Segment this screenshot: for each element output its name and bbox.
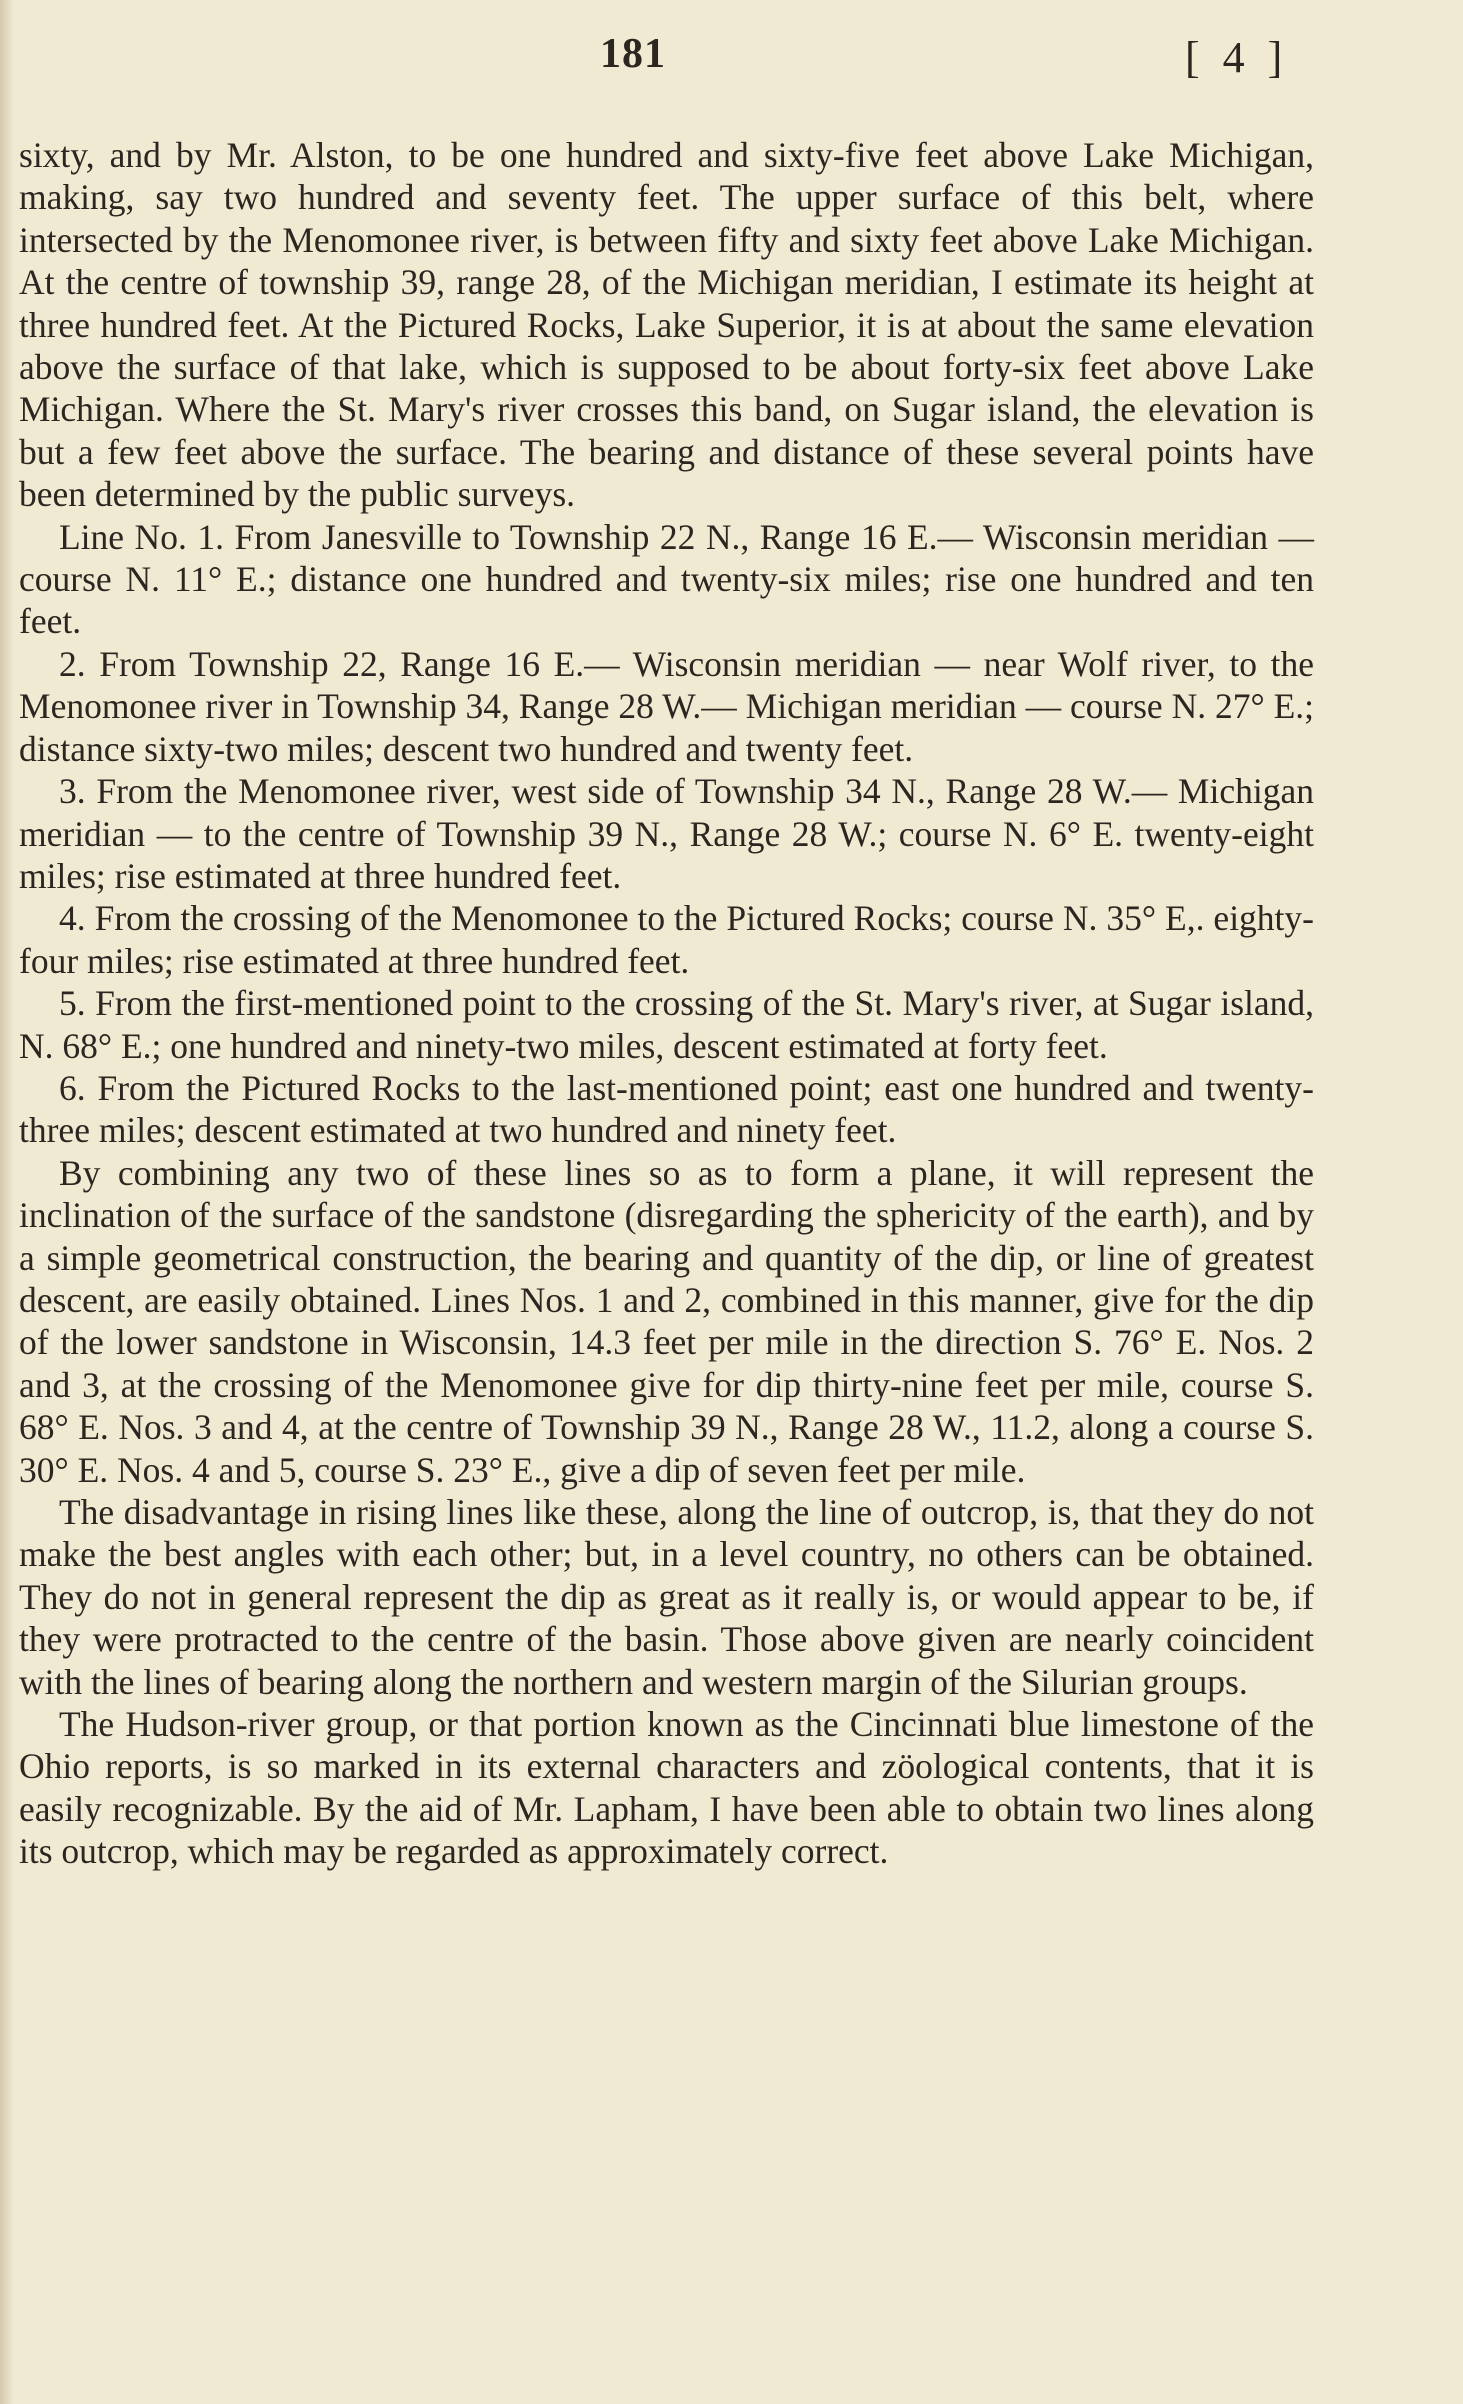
paragraph-line-1: Line No. 1. From Janesville to Township 22 N., Range 16 E.— Wisconsin meridian — course N. 11° E.; distance one hundred and twenty-six miles; rise one hundred and ten feet. — [19, 516, 1314, 642]
page-header — [0, 30, 1463, 90]
document-number: [ 4 ] — [1185, 33, 1289, 82]
paragraph-line-4: 4. From the crossing of the Menomonee to the Pictured Rocks; course N. 35° E,. eighty-four miles; rise estimated at three hundred feet. — [19, 898, 1314, 981]
paragraph-line-2: 2. From Township 22, Range 16 E.— Wisconsin meridian — near Wolf river, to the Menomonee river in Township 34, Range 28 W.— Michigan meridian — course N. 27° E.; distance sixty-two miles; descent two hundred and twenty feet. — [19, 643, 1314, 769]
paragraph-line-3: 3. From the Menomonee river, west side of Township 34 N., Range 28 W.— Michigan meridian — to the centre of Township 39 N., Range 28 W.; course N. 6° E. twenty-eight miles; rise estimated at three hundred feet. — [19, 771, 1314, 896]
page-number: 181 — [600, 31, 666, 77]
page-edge-shadow — [0, 0, 14, 2404]
paragraph-continuation: sixty, and by Mr. Alston, to be one hundred and sixty-five feet above Lake Michigan, making, say two hundred and seventy feet. The upper surface of this belt, where intersected by the Menomonee river, is between fifty and sixty feet above Lake Michigan. At the centre of township 39, range 28, of the Michigan meridian, I estimate its height at three hundred feet. At the Pictured Rocks, Lake Superior, it is at about the same elevation above the surface of that lake, which is supposed to be about forty-six feet above Lake Michigan. Where the St. Mary's river crosses this band, on Sugar island, the elevation is but a few feet above the surface. The bearing and distance of these several points have been determined by the public surveys. — [19, 135, 1314, 515]
paragraph-line-5: 5. From the first-mentioned point to the crossing of the St. Mary's river, at Sugar island, N. 68° E.; one hundred and ninety-two miles, descent estimated at forty feet. — [19, 983, 1314, 1066]
paragraph-disadvantage: The disadvantage in rising lines like these, along the line of outcrop, is, that they do not make the best angles with each other; but, in a level country, no others can be obtained. They do not in general represent the dip as great as it really is, or would appear to be, if they were protracted to the centre of the basin. Those above given are nearly coincident with the lines of bearing along the northern and western margin of the Silurian groups. — [19, 1492, 1314, 1702]
paragraph-dip-calculation: By combining any two of these lines so as to form a plane, it will represent the inclination of the surface of the sandstone (disregarding the sphericity of the earth), and by a simple geometrical construction, the bearing and quantity of the dip, or line of greatest descent, are easily obtained. Lines Nos. 1 and 2, combined in this manner, give for the dip of the lower sandstone in Wisconsin, 14.3 feet per mile in the direction S. 76° E. Nos. 2 and 3, at the crossing of the Menomonee give for dip thirty-nine feet per mile, course S. 68° E. Nos. 3 and 4, at the centre of Township 39 N., Range 28 W., 11.2, along a course S. 30° E. Nos. 4 and 5, course S. 23° E., give a dip of seven feet per mile. — [19, 1152, 1314, 1490]
paragraph-hudson-river-group: The Hudson-river group, or that portion known as the Cincinnati blue limestone of the Ohio reports, is so marked in its external characters and zöological contents, that it is easily recognizable. By the aid of Mr. Lapham, I have been able to obtain two lines along its outcrop, which may be regarded as approximately correct. — [19, 1704, 1314, 1872]
paragraph-line-6: 6. From the Pictured Rocks to the last-mentioned point; east one hundred and twenty-three miles; descent estimated at two hundred and ninety feet. — [19, 1067, 1314, 1151]
body-text — [19, 134, 1314, 1873]
